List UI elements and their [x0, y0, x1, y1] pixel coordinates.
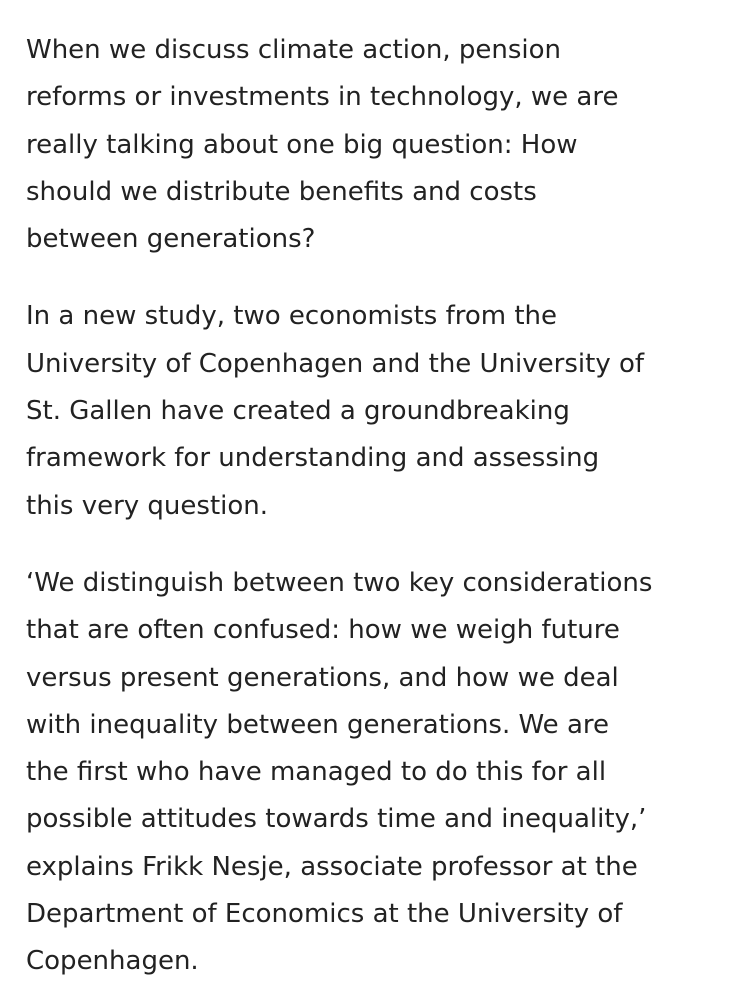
paragraph-intro — [26, 27, 716, 263]
text-line: St. Gallen have created a groundbreaking — [26, 396, 570, 427]
text-line: framework for understanding and assessing — [26, 443, 600, 474]
text-line: In a new study, two economists from the — [26, 301, 558, 332]
paragraph-quote — [26, 560, 716, 986]
text-line: this very question. — [26, 490, 269, 521]
text-line: the first who have managed to do this for all — [26, 757, 607, 788]
text-line: really talking about one big question: How — [26, 129, 578, 160]
text-line: should we distribute benefits and costs — [26, 176, 537, 207]
text-line: ‘We distinguish between two key considerations — [26, 567, 653, 598]
text-line: explains Frikk Nesje, associate professor at the — [26, 851, 638, 882]
text-line: Copenhagen. — [26, 946, 199, 977]
text-line: University of Copenhagen and the University of — [26, 348, 645, 379]
text-line: between generations? — [26, 224, 316, 255]
text-line: reforms or investments in technology, we are — [26, 82, 619, 113]
article-body — [26, 27, 716, 986]
text-line: that are often confused: how we weigh future — [26, 615, 620, 646]
text-line: versus present generations, and how we deal — [26, 662, 619, 693]
text-line: When we discuss climate action, pension — [26, 35, 562, 65]
text-line: with inequality between generations. We are — [26, 709, 609, 740]
paragraph-study — [26, 293, 716, 529]
text-line: Department of Economics at the University of — [26, 899, 623, 930]
text-line: possible attitudes towards time and inequality,’ — [26, 804, 647, 835]
